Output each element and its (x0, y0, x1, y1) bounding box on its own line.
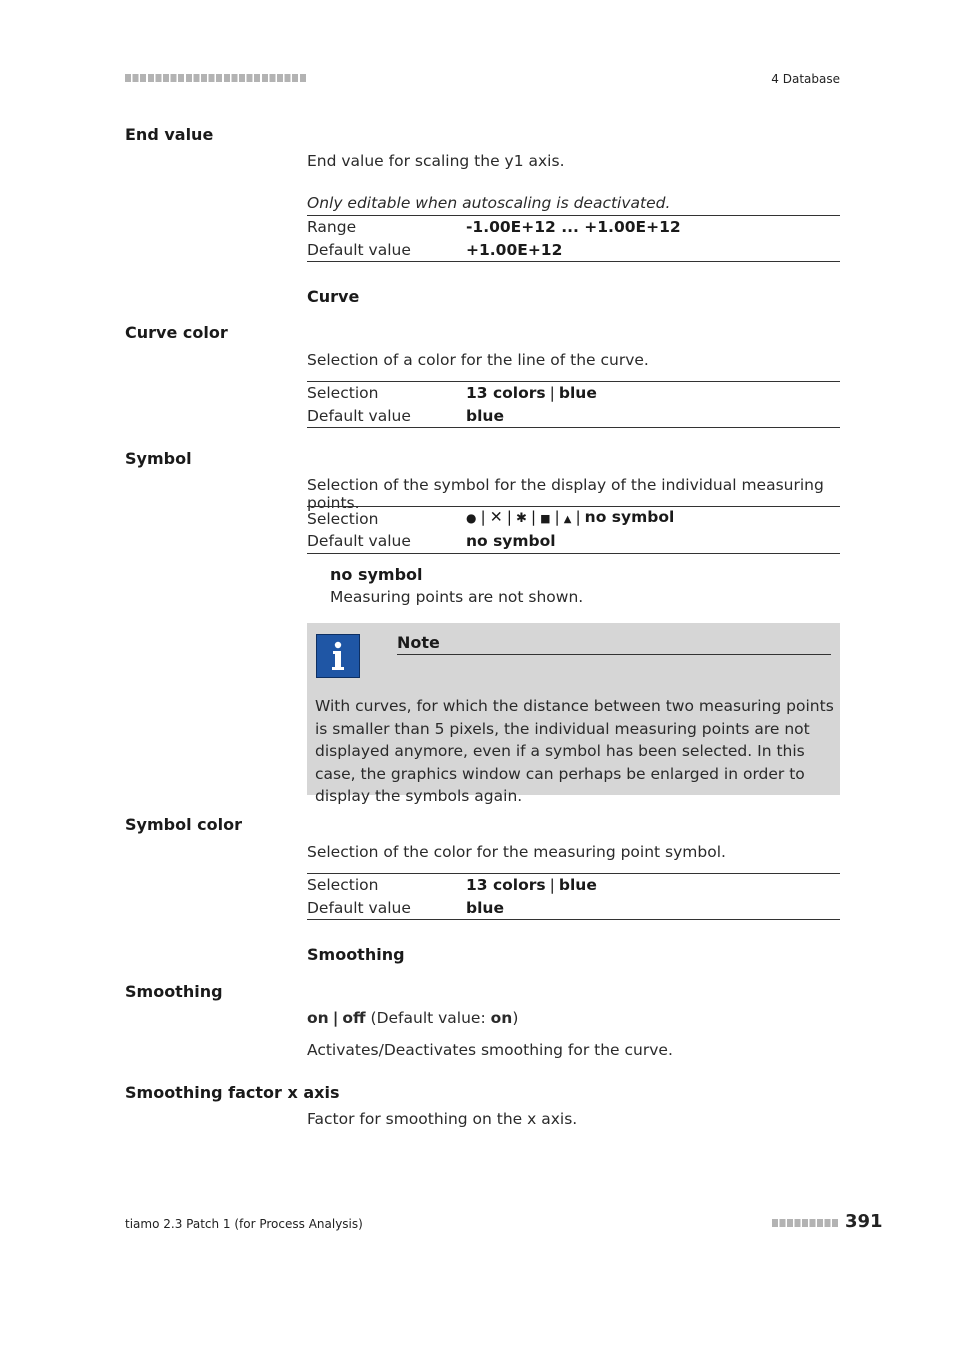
term-end-value: End value (125, 125, 214, 144)
option-no-symbol-term: no symbol (330, 565, 423, 584)
separator: | (575, 508, 581, 526)
option-13-colors: 13 colors (466, 384, 546, 403)
option-blue: blue (558, 876, 597, 895)
term-symbol-color: Symbol color (125, 815, 242, 834)
default-suffix: ) (512, 1009, 519, 1027)
symbol-star-icon: ✱ (515, 511, 527, 526)
curve-color-table (307, 381, 840, 428)
symbol-desc: Selection of the symbol for the display of the individual measuring points. (307, 476, 824, 512)
row-value: -1.00E+12 ... +1.00E+12 (466, 218, 681, 237)
table-row (307, 216, 840, 239)
default-prefix: (Default value: (370, 1009, 491, 1027)
table-row (307, 507, 840, 531)
row-key: Selection (307, 384, 379, 403)
smoothing-options (307, 1009, 841, 1027)
info-icon (316, 634, 360, 678)
section-smoothing: Smoothing (307, 945, 405, 964)
end-value-note: Only editable when autoscaling is deactivated. (307, 194, 671, 212)
row-key: Selection (307, 509, 379, 528)
table-row (307, 530, 840, 553)
term-smoothing-factor-x: Smoothing factor x axis (125, 1083, 340, 1102)
end-value-desc: End value for scaling the y1 axis. (307, 152, 565, 170)
row-key: Selection (307, 876, 379, 895)
table-row (307, 239, 840, 262)
row-value: +1.00E+12 (466, 240, 563, 259)
chapter-title: 4 Database (771, 72, 840, 86)
row-value: no symbol (466, 532, 556, 551)
separator: | (332, 1009, 339, 1027)
table-row (307, 405, 840, 428)
option-off: off (342, 1009, 366, 1027)
note-text: With curves, for which the distance between two measuring points is smaller than 5 pixels, the individual measuring points are not displayed anymore, even if a symbol has been selected. In this case, the graphics window can perhaps be enlarged in order to display the symbols again. (315, 697, 834, 805)
symbol-table (307, 506, 840, 554)
table-row (307, 897, 840, 920)
symbol-color-desc: Selection of the color for the measuring point symbol. (307, 843, 726, 861)
symbol-square-icon: ■ (540, 512, 551, 525)
section-curve: Curve (307, 287, 360, 306)
row-key: Range (307, 218, 357, 237)
symbol-color-table (307, 873, 840, 920)
row-key: Default value (307, 406, 411, 425)
separator: | (549, 876, 555, 895)
term-smoothing: Smoothing (125, 982, 223, 1001)
symbol-cross-icon: ✕ (489, 508, 503, 526)
row-value: blue (466, 406, 504, 425)
option-on: on (307, 1009, 329, 1027)
header-dots (125, 74, 307, 82)
symbol-dot-icon: ● (466, 511, 477, 525)
option-no-symbol-desc: Measuring points are not shown. (330, 588, 584, 606)
row-key: Default value (307, 240, 411, 259)
end-value-table (307, 215, 840, 262)
term-symbol: Symbol (125, 449, 192, 468)
symbol-triangle-icon: ▲ (563, 514, 572, 525)
row-value (466, 874, 840, 897)
separator: | (480, 508, 486, 526)
curve-color-desc: Selection of a color for the line of the curve. (307, 351, 649, 369)
note-title: Note (397, 633, 831, 655)
smoothing-factor-x-desc: Factor for smoothing on the x axis. (307, 1110, 578, 1128)
option-13-colors: 13 colors (466, 876, 546, 895)
term-curve-color: Curve color (125, 323, 228, 342)
note-box (307, 623, 840, 805)
symbol-none-option: no symbol (584, 508, 675, 526)
row-key: Default value (307, 898, 411, 917)
separator: | (506, 508, 512, 526)
separator: | (554, 508, 560, 526)
row-value (466, 382, 840, 405)
footer-product: tiamo 2.3 Patch 1 (for Process Analysis) (125, 1217, 363, 1231)
smoothing-desc: Activates/Deactivates smoothing for the curve. (307, 1041, 673, 1059)
table-row (307, 382, 840, 405)
row-key: Default value (307, 532, 411, 551)
footer-dots (772, 1219, 839, 1227)
separator: | (530, 508, 537, 526)
option-blue: blue (558, 384, 597, 403)
page-number: 391 (845, 1211, 883, 1232)
separator: | (549, 384, 555, 403)
row-value: blue (466, 898, 504, 917)
row-value (466, 507, 840, 531)
default-value: on (490, 1009, 513, 1027)
table-row (307, 874, 840, 897)
